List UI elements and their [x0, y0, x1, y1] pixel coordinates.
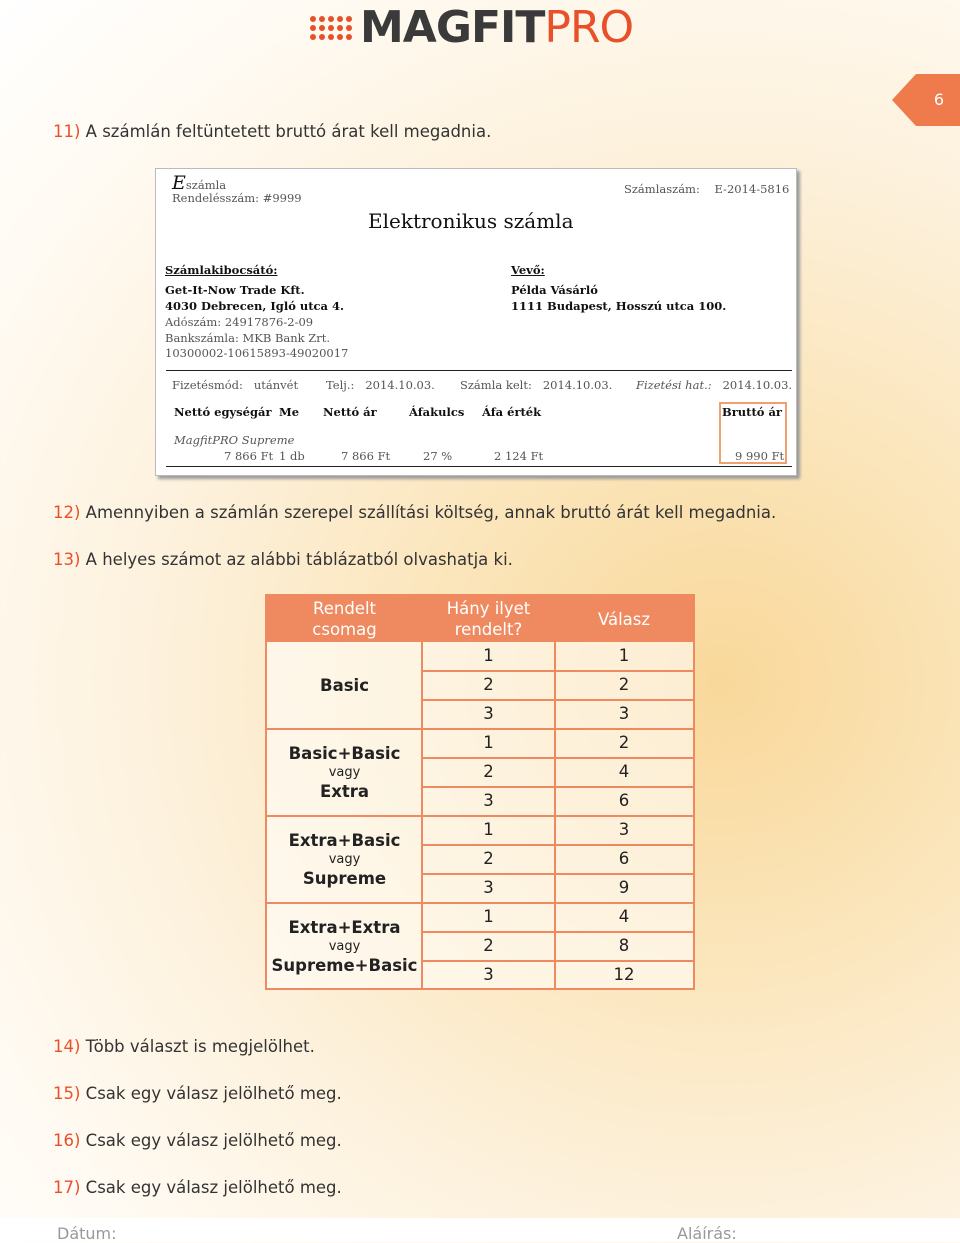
- col-unit-price: Nettó egységár: [174, 405, 272, 419]
- question-14: 14) Több választ is megjelölhet.: [53, 1037, 315, 1056]
- quantity-cell: 1: [483, 907, 494, 926]
- header-answer: Válasz: [597, 610, 651, 629]
- invoice-brand: Eszámla: [172, 172, 227, 194]
- seller-bank: Bankszámla: MKB Bank Zrt.: [165, 331, 331, 345]
- package-label-line: Basic+Basic: [288, 744, 401, 763]
- quantity-cell: 2: [483, 849, 494, 868]
- quantity-cell: 3: [483, 704, 494, 723]
- column-divider: [554, 642, 556, 990]
- answer-cell: 12: [613, 965, 635, 984]
- buyer-name: Példa Vásárló: [511, 283, 598, 297]
- package-label-line: Supreme: [302, 869, 387, 888]
- package-label-line: Extra+Basic: [288, 831, 401, 850]
- question-15: 15) Csak egy válasz jelölhető meg.: [53, 1084, 342, 1103]
- package-label: [267, 918, 422, 975]
- package-label-line: Basic: [320, 676, 369, 695]
- package-label-line: Supreme+Basic: [271, 956, 418, 975]
- answer-cell: 4: [618, 762, 630, 781]
- group-divider: [267, 815, 693, 817]
- quantity-cell: 1: [483, 733, 494, 752]
- row-divider: [422, 931, 693, 933]
- package-label-line: vagy: [328, 852, 361, 867]
- quantity-cell: 3: [483, 878, 494, 897]
- item-name: MagfitPRO Supreme: [174, 433, 295, 447]
- item-gross-price: 9 990 Ft: [735, 449, 785, 463]
- issue-date: Számla kelt: 2014.10.03.: [460, 378, 613, 392]
- signature-label: Aláírás:: [677, 1224, 737, 1243]
- group-divider: [267, 728, 693, 730]
- answer-cell: 1: [618, 646, 630, 665]
- gross-price-highlight: [719, 402, 787, 464]
- quantity-cell: 1: [483, 820, 494, 839]
- invoice-divider: [166, 370, 792, 371]
- package-label-line: Extra+Extra: [288, 918, 401, 937]
- col-vat-value: Áfa érték: [482, 405, 542, 419]
- quantity-cell: 2: [483, 762, 494, 781]
- seller-account: 10300002-10615893-49020017: [165, 346, 349, 360]
- package-label-line: vagy: [328, 765, 361, 780]
- answer-cell: 4: [618, 907, 630, 926]
- quantity-cell: 2: [483, 936, 494, 955]
- row-divider: [422, 960, 693, 962]
- question-16: 16) Csak egy válasz jelölhető meg.: [53, 1131, 342, 1150]
- invoice-sample: [155, 168, 797, 476]
- invoice-bottom-rule: [166, 466, 792, 467]
- item-net-price: 7 866 Ft: [341, 449, 391, 463]
- question-11: 11) A számlán feltüntetett bruttó árat kell megadnia.: [53, 122, 492, 141]
- question-12: 12) Amennyiben a számlán szerepel szállítási költség, annak bruttó árát kell megadnia.: [53, 503, 777, 522]
- col-unit: Me: [279, 405, 300, 419]
- performance-date: Telj.: 2014.10.03.: [326, 378, 435, 392]
- answer-cell: 6: [618, 849, 630, 868]
- row-divider: [422, 699, 693, 701]
- quantity-cell: 3: [483, 965, 494, 984]
- page-number-badge: [892, 74, 960, 126]
- page-number: 6: [933, 90, 945, 109]
- payment-method: Fizetésmód: utánvét: [172, 378, 299, 392]
- quantity-cell: 2: [483, 675, 494, 694]
- item-quantity: 1 db: [279, 449, 305, 463]
- answer-cell: 2: [618, 675, 630, 694]
- col-vat-rate: Áfakulcs: [409, 405, 465, 419]
- answer-lookup-table: [265, 594, 695, 990]
- footer: [0, 1218, 960, 1242]
- col-net-price: Nettó ár: [323, 405, 377, 419]
- due-date: Fizetési hat.: 2014.10.03.: [636, 378, 793, 392]
- seller-label: Számlakibocsátó:: [165, 263, 278, 277]
- answer-cell: 9: [618, 878, 630, 897]
- buyer-label: Vevő:: [511, 263, 545, 277]
- seller-name: Get-It-Now Trade Kft.: [165, 283, 305, 297]
- logo-dots-icon: [310, 16, 352, 40]
- question-17: 17) Csak egy válasz jelölhető meg.: [53, 1178, 342, 1197]
- package-label-line: vagy: [328, 939, 361, 954]
- question-13: 13) A helyes számot az alábbi táblázatból olvashatja ki.: [53, 550, 513, 569]
- seller-address: 4030 Debrecen, Igló utca 4.: [165, 299, 345, 313]
- col-gross-price: Bruttó ár: [722, 405, 782, 419]
- invoice-number: Számlaszám: E-2014-5816: [624, 182, 790, 196]
- date-label: Dátum:: [57, 1224, 117, 1243]
- invoice-title: Elektronikus számla: [368, 209, 574, 233]
- package-label: [267, 831, 422, 888]
- buyer-address: 1111 Budapest, Hosszú utca 100.: [511, 299, 727, 313]
- row-divider: [422, 873, 693, 875]
- row-divider: [422, 844, 693, 846]
- column-divider: [421, 642, 423, 990]
- answer-cell: 3: [618, 820, 630, 839]
- item-vat-rate: 27 %: [423, 449, 453, 463]
- seller-tax-number: Adószám: 24917876-2-09: [165, 315, 314, 329]
- invoice-order-number: Rendelésszám: #9999: [172, 191, 302, 205]
- group-divider: [267, 902, 693, 904]
- logo-text: MAGFITPRO: [360, 2, 634, 53]
- package-label: [267, 744, 422, 801]
- item-vat-value: 2 124 Ft: [494, 449, 544, 463]
- answer-cell: 3: [618, 704, 630, 723]
- header-ordered-package: Rendelt csomag: [312, 599, 377, 639]
- row-divider: [422, 786, 693, 788]
- answer-cell: 6: [618, 791, 630, 810]
- row-divider: [422, 757, 693, 759]
- package-label: [267, 676, 422, 695]
- row-divider: [422, 670, 693, 672]
- item-unit-price: 7 866 Ft: [224, 449, 274, 463]
- quantity-cell: 3: [483, 791, 494, 810]
- answer-cell: 8: [618, 936, 630, 955]
- package-label-line: Extra: [319, 782, 370, 801]
- quantity-cell: 1: [483, 646, 494, 665]
- magfitpro-logo: [310, 2, 634, 53]
- header-how-many: Hány ilyet rendelt?: [446, 599, 531, 639]
- answer-cell: 2: [618, 733, 630, 752]
